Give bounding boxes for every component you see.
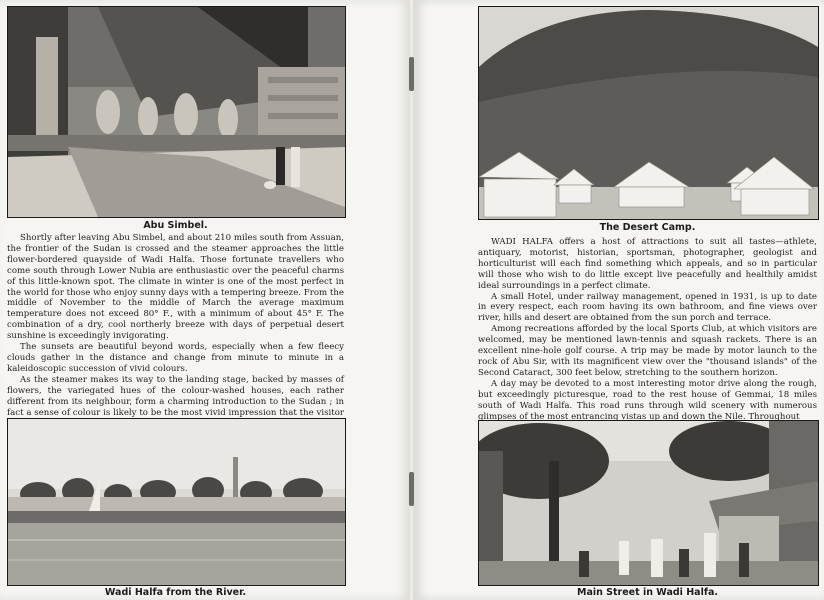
left-paragraph-3: As the steamer makes its way to the landing stage, backed by masses of flowers, the variegated hues of the colour-washed houses, each rather different from its neighbour, form a charming introduction to the Sudan ; in fact a sense of colour is likely to be the most vivid impression that the visitor — [7, 374, 344, 418]
right-paragraph-4: A day may be devoted to a most interesting motor drive along the rough, but exceedingly picturesque, road to the rest house of Gemmai, 18 miles south of Wadi Halfa. This road runs through wild scenery with numerous glimpses of the most entrancing vistas up and down the Nile. Throughout — [478, 378, 817, 422]
desert-camp-caption: The Desert Camp. — [599, 222, 696, 233]
main-street-caption: Main Street in Wadi Halfa. — [576, 587, 718, 598]
desert-camp-photo — [478, 6, 819, 220]
right-paragraph-1: WADI HALFA offers a host of attractions to suit all tastes—athlete, antiquary, motorist, historian, sportsman, photographer, geologist and horticulturist will each find something which appeals, and so in particular will those who wish to do little except live peacefully and healthily amidst ideal surroundings in a perfect climate. — [478, 237, 817, 291]
right-page-text — [478, 237, 817, 422]
left-page — [0, 0, 410, 600]
wadi-halfa-river-photo — [7, 418, 346, 586]
right-paragraph-3: Among recreations afforded by the local Sports Club, at which visitors are welcomed, may be mentioned lawn-tennis and squash rackets. There is an excellent nine-hole golf course. A trip may be made by motor launch to the rock of Abu Sir, with its magnificent view over the "thousand islands" of the Second Cataract, 300 feet below, stretching to the southern horizon. — [478, 324, 817, 378]
left-page-text — [7, 233, 344, 429]
main-street-photo — [478, 420, 819, 586]
left-paragraph-2: The sunsets are beautiful beyond words, especially when a few fleecy clouds gather in the distance and change from minute to minute in a kaleidoscopic succession of vivid colours. — [7, 342, 344, 374]
right-page — [414, 0, 824, 600]
abu-simbel-photo — [7, 6, 346, 218]
abu-simbel-caption: Abu Simbel. — [143, 220, 208, 231]
right-paragraph-2: A small Hotel, under railway management, opened in 1931, is up to date in every respect, each room having its own bathroom, and fine views over river, hills and desert are obtained from the sun porch and terrace. — [478, 291, 817, 324]
binding-staple-bottom — [409, 472, 414, 506]
binding-staple-top — [409, 57, 414, 91]
left-paragraph-1: Shortly after leaving Abu Simbel, and about 210 miles south from Assuan, the frontier of the Sudan is crossed and the steamer approaches the little flower-bordered quayside of Wadi Halfa. Those fortunate travellers who come south through Lower Nubia are enthusiastic over the peaceful charms of this little-known spot. The climate in winter is one of the most perfect in the world for those who enjoy sunny days with a tempering breeze. From the middle of November to the middle of March the average maximum temperature does not exceed 80° F., with a minimum of about 45° F. The combination of a dry, cool northerly breeze with days of perpetual desert sunshine is exceedingly invigorating. — [7, 233, 344, 342]
wadi-halfa-river-caption: Wadi Halfa from the River. — [104, 587, 247, 598]
